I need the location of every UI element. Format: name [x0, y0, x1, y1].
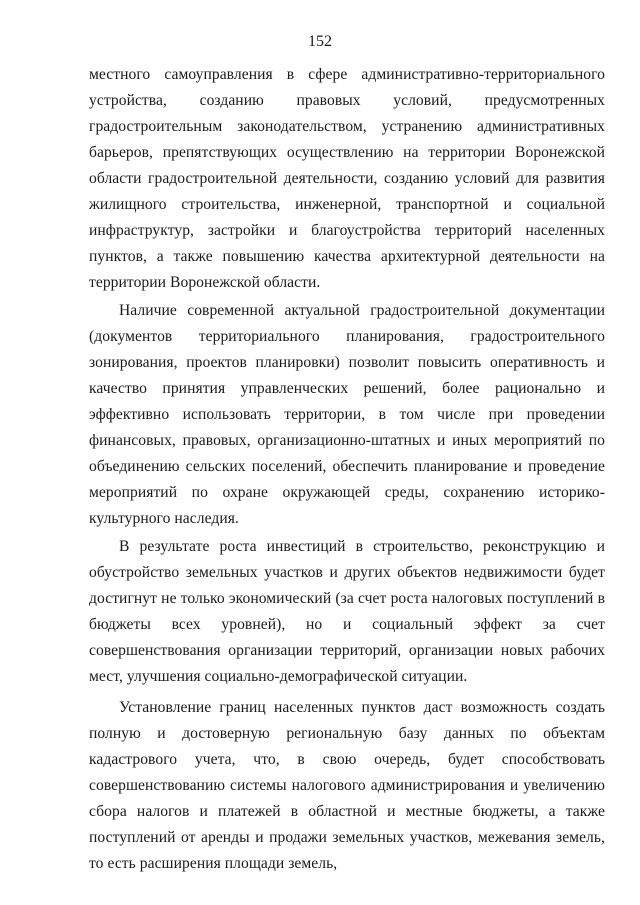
page-number: 152	[308, 33, 332, 50]
document-body	[89, 62, 605, 877]
paragraph-continuation: местного самоуправления в сфере административно-территориального устройства, созданию правовых условий, предусмотренных градостроительным законодательством, устранению административных барьеров, препятствующих осуществлению на территории Воронежской области градостроительной деятельности, созданию условий для развития жилищного строительства, инженерной, транспортной и социальной инфраструктур, застройки и благоустройства территорий населенных пунктов, а также повышению качества архитектурной деятельности на территории Воронежской области.	[89, 66, 605, 291]
paragraph-boundaries: Установление границ населенных пунктов даст возможность создать полную и достоверную региональную базу данных по объектам кадастрового учета, что, в свою очередь, будет способствовать совершенствованию системы налогового администрирования и увеличению сбора налогов и платежей в областной и местные бюджеты, а также поступлений от аренды и продажи земельных участков, межевания земель, то есть расширения площади земель,	[89, 699, 605, 872]
paragraph-documentation: Наличие современной актуальной градостроительной документации (документов территориального планирования, градостроительного зонирования, проектов планировки) позволит повысить оперативность и качество принятия управленческих решений, более рационально и эффективно использовать территории, в том числе при проведении финансовых, правовых, организационно-штатных и иных мероприятий по объединению сельских поселений, обеспечить планирование и проведение мероприятий по охране окружающей среды, сохранению историко-культурного наследия.	[89, 302, 605, 527]
paragraph-investment: В результате роста инвестиций в строительство, реконструкцию и обустройство земельных участков и других объектов недвижимости будет достигнут не только экономический (за счет роста налоговых поступлений в бюджеты всех уровней), но и социальный эффект за счет совершенствования организации территорий, организации новых рабочих мест, улучшения социально-демографической ситуации.	[89, 538, 605, 685]
